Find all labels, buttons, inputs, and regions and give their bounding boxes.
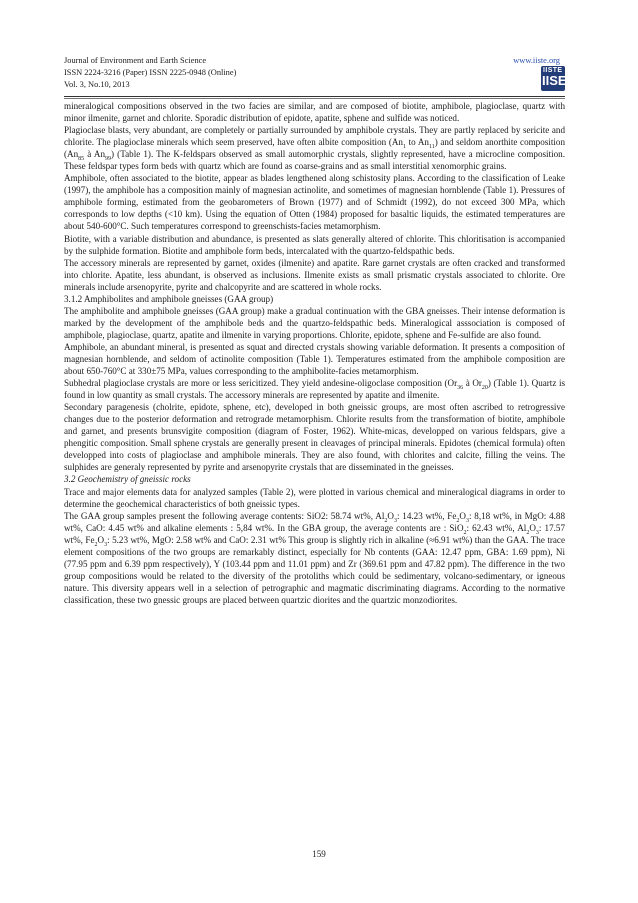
logo-main-text: IISE [542, 73, 567, 88]
paragraph: Trace and major elements data for analyzed samples (Table 2), were plotted in various chemical and mineralogical diagrams in order to determine the geochemical characteristics of both gneissic types. [64, 486, 565, 509]
iiste-logo [541, 66, 565, 91]
article-body [64, 100, 565, 606]
paragraph: The amphibolite and amphibole gneisses (GAA group) make a gradual continuation with the GBA gneisses. Their intense deformation is marked by the development of the amphibole beds and the quartzo-feldspathic beds. Mineralogical asssociation is composed of amphibole, plagioclase, quartz, apatite and ilmenite in varying proportions. Chlorite, epidote, sphene and Fe-sulfide are also found. [64, 305, 565, 340]
paragraph: Biotite, with a variable distribution and abundance, is presented as slats generally altered of chlorite. This chloritisation is accompanied by the sulphide formation. Biotite and amphibole form beds, intercalated with the quartzo-feldspathic beds. [64, 233, 565, 256]
paragraph: The GAA group samples present the following average contents: SiO2: 58.74 wt%, $Al_2O_3$: 14.23 wt%, $Fe_2O_3$: 8,18 wt%, in MgO: 4.88 wt%, CaO: 4.45 wt% and alkaline elements : 5,84 wt%. In the GBA group, the average contents are : SiO$_2$: 62.43 wt%, $Al_2O_3$: 17.57 wt%, $Fe_2O_3$: 5.23 wt%, MgO: 2.58 wt% and CaO: 2.31 wt% This group is slightly rich in alkaline (≈6.91 wt%) than the GAA. The trace element compositions of the two groups are remarkably distinct, especially for Nb contents (GAA: 12.47 ppm, GBA: 1.69 ppm), Ni (77.95 ppm and 6.39 ppm respectively), Y (103.44 ppm and 11.01 ppm) and Zr (369.61 ppm and 47.82 ppm). The difference in the two group compositions would be related to the diversity of the protoliths which could be sedimentary, volcano-sedimentary, or igneous nature. This diversity appears well in a selection of petrographic and magmatic discriminating diagrams. According to the normative classification, these two gnessic groups are placed between quartzic diorites and the quartzic monzodiorites. [64, 510, 566, 605]
header-rule [64, 96, 565, 97]
paragraph: The accessory minerals are represented by garnet, oxides (ilmenite) and apatite. Rare garnet crystals are often cracked and transformed into chlorite. Apatite, less abundant, is observed as inclusions. Ilmenite exists as small prismatic crystals associated to chlorite. Ore minerals include arsenopyrite, pyrite and chalcopyrite and are scattered in whole rocks. [64, 257, 565, 292]
section-heading: 3.1.2 Amphibolites and amphibole gneisses (GAA group) [64, 293, 274, 304]
journal-issn: ISSN 2224-3216 (Paper) ISSN 2225-0948 (Online) [64, 68, 237, 78]
header-rule-thin [64, 98, 565, 99]
paragraph: mineralogical compositions observed in the two facies are similar, and are composed of biotite, amphibole, plagioclase, quartz with minor ilmenite, garnet and chlorite. Sporadic distribution of epidote, apatite, sphene and sulfide was noticed. [64, 101, 565, 124]
journal-title: Journal of Environment and Earth Science [64, 56, 207, 65]
journal-volume: Vol. 3, No.10, 2013 [64, 80, 130, 90]
paragraph: Amphibole, an abundant mineral, is presented as squat and directed crystals showing variable deformation. It presents a composition of magnesian hornblende, and seldom of actinolite composition (Table 1). Temperatures estimated from the amphibole composition are about 650-760°C at 330±75 MPa, values corresponding to the amphibolite-facies metamorphism. [64, 341, 565, 377]
section-heading: 3.2 Geochemistry of gneissic rocks [64, 474, 191, 485]
paragraph: Secondary paragenesis (cholrite, epidote, sphene, etc), developed in both gneissic groups, are most often ascribed to retrogressive changes due to the posterior deformation and retrograde metamorphism. Chlorite results from the transformation of biotite, amphibole and garnet, and presents brunsvigite composition (diagram of Foster, 1962). White-micas, developped on various feldspars, give a phengitic composition. Small sphene crystals are generally present in cleavages of principal minerals. Epidotes (chemical formula) often developped into costs of plagioclase and amphibole minerals. They are also found, with chlorites and calcite, filling the veins. The sulphides are generaly represented by pyrite and arsenopyrite crystals that are disseminated in the gneisses. [64, 402, 565, 473]
logo-top-text: IISTE [543, 67, 563, 74]
paragraph: Amphibole, often associated to the biotite, appear as blades lengthened along schistosity plans. According to the classification of Leake (1997), the amphibole has a composition mainly of magnesian actinolite, and sometimes of magnesian hornblende (Table 1). Pressures of amphibole forming, estimated from the geobarometers of Brown (1977) and of Schmidt (1992), do not exceed 300 MPa, which corresponds to low depths (<10 km). Using the equation of Otten (1984) proposed for basaltic liquids, the estimated temperatures are about 540-600°C. Such temperatures correspond to greenschists-facies metamorphism. [64, 173, 565, 232]
paragraph: Plagioclase blasts, very abundant, are completely or partially surrounded by amphibole crystals. They are partly replaced by sericite and chlorite. The plagioclase minerals which seem preserved, have often albite composition ($An_1$ to $An_{11}$) and seldom anorthite composition ($An_{85}$ à $An_{99}$) (Table 1). The K-feldspars observed as small automorphic crystals, slightly represented, have a microcline composition. These feldspar types form beds with quartz which are found as coarse-grains and as small interstitial xenomorphic grains. [64, 125, 565, 172]
journal-header [64, 55, 564, 92]
journal-url-link[interactable]: www.iiste.org [513, 56, 560, 65]
page-number: 159 [312, 849, 326, 859]
paragraph: Subhedral plagioclase crystals are more or less sericitized. They yield andesine-oligoclase composition ($Or_{36}$ à $Or_{20}$) (Table 1). Quartz is found in low quantity as small crystals. The accessory minerals are represented by apatite and ilmenite. [64, 378, 566, 401]
